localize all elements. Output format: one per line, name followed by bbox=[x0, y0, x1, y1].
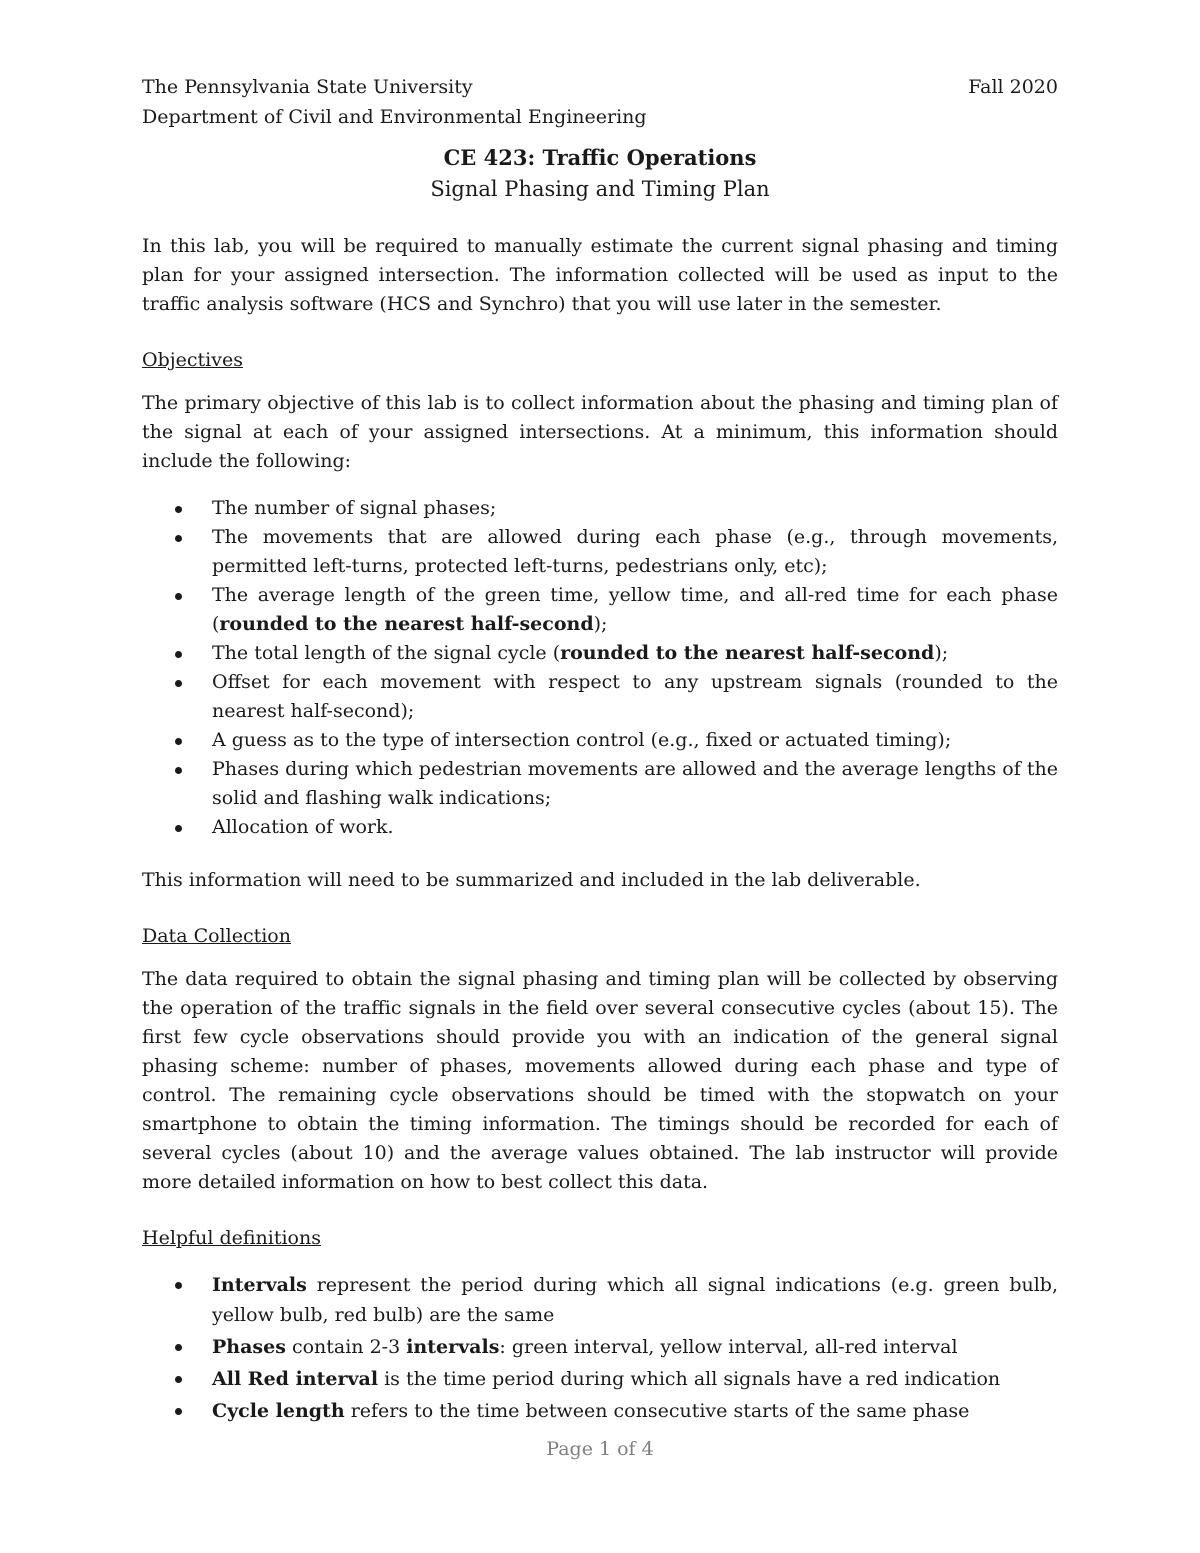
university-name: The Pennsylvania State University bbox=[142, 76, 473, 98]
data-collection-paragraph: The data required to obtain the signal phasing and timing plan will be collected by observing the operation of the traffic signals in the field over several consecutive cycles (about 15). The first few cycle observations should provide you with an indication of the general signal phasing scheme: number of phases, movements allowed during each phase and type of control. The remaining cycle observations should be timed with the stopwatch on your smartphone to obtain the timing information. The timings should be recorded for each of several cycles (about 10) and the average values obtained. The lab instructor will provide more detailed information on how to best collect this data. bbox=[142, 968, 1058, 1193]
definition-term: intervals bbox=[406, 1336, 500, 1358]
bullet-icon bbox=[175, 825, 182, 832]
bullet-icon bbox=[175, 1282, 182, 1289]
list-item: The movements that are allowed during each phase (e.g., through movements, permitted left-turns, protected left-turns, pedestrians only, etc); bbox=[142, 523, 1058, 581]
term-label: Fall 2020 bbox=[968, 76, 1058, 98]
emphasis-text: rounded to the nearest half-second bbox=[560, 642, 935, 664]
bullet-icon bbox=[175, 593, 182, 600]
intro-paragraph: In this lab, you will be required to manually estimate the current signal phasing and timing plan for your assigned intersection. The information collected will be used as input to the traffic analysis software (HCS and Synchro) that you will use later in the semester. bbox=[142, 235, 1058, 315]
list-item: A guess as to the type of intersection control (e.g., fixed or actuated timing); bbox=[142, 726, 1058, 755]
course-title: CE 423: Traffic Operations bbox=[443, 145, 757, 170]
objectives-heading: Objectives bbox=[142, 349, 243, 371]
emphasis-text: rounded to the nearest half-second bbox=[219, 613, 594, 635]
bullet-icon bbox=[175, 738, 182, 745]
list-item: The total length of the signal cycle (rounded to the nearest half-second); bbox=[142, 639, 1058, 668]
objectives-paragraph: The primary objective of this lab is to collect information about the phasing and timing plan of the signal at each of your assigned intersections. At a minimum, this information should include the following: bbox=[142, 392, 1058, 472]
document-page bbox=[142, 72, 1058, 1428]
list-item: Cycle length refers to the time between consecutive starts of the same phase bbox=[142, 1396, 1058, 1426]
header-row bbox=[142, 72, 1058, 102]
lab-subtitle: Signal Phasing and Timing Plan bbox=[430, 177, 770, 201]
list-item: Phases during which pedestrian movements are allowed and the average lengths of the solid and flashing walk indications; bbox=[142, 755, 1058, 813]
list-item: Intervals represent the period during which all signal indications (e.g. green bulb, yellow bulb, red bulb) are the same bbox=[142, 1270, 1058, 1330]
bullet-icon bbox=[175, 651, 182, 658]
definition-term: Cycle length bbox=[212, 1400, 345, 1422]
list-item: The number of signal phases; bbox=[142, 494, 1058, 523]
definition-term: All Red interval bbox=[212, 1368, 379, 1390]
bullet-icon bbox=[175, 767, 182, 774]
data-collection-heading: Data Collection bbox=[142, 925, 291, 947]
definitions-list bbox=[142, 1270, 1058, 1426]
department-name: Department of Civil and Environmental Engineering bbox=[142, 106, 647, 128]
bullet-icon bbox=[175, 506, 182, 513]
bullet-icon bbox=[175, 1376, 182, 1383]
list-item: All Red interval is the time period during which all signals have a red indication bbox=[142, 1364, 1058, 1394]
objectives-closing: This information will need to be summarized and included in the lab deliverable. bbox=[142, 869, 921, 891]
list-item: Allocation of work. bbox=[142, 813, 1058, 842]
definitions-heading: Helpful definitions bbox=[142, 1227, 321, 1249]
bullet-icon bbox=[175, 680, 182, 687]
list-item: Phases contain 2-3 intervals: green interval, yellow interval, all-red interval bbox=[142, 1332, 1058, 1362]
bullet-icon bbox=[175, 535, 182, 542]
page-footer: Page 1 of 4 bbox=[546, 1438, 654, 1460]
definition-term: Intervals bbox=[212, 1274, 307, 1296]
bullet-icon bbox=[175, 1408, 182, 1415]
list-item: The average length of the green time, yellow time, and all-red time for each phase (rounded to the nearest half-second); bbox=[142, 581, 1058, 639]
bullet-icon bbox=[175, 1344, 182, 1351]
objectives-list bbox=[142, 494, 1058, 842]
list-item: Offset for each movement with respect to any upstream signals (rounded to the nearest half-second); bbox=[142, 668, 1058, 726]
definition-term: Phases bbox=[212, 1336, 286, 1358]
